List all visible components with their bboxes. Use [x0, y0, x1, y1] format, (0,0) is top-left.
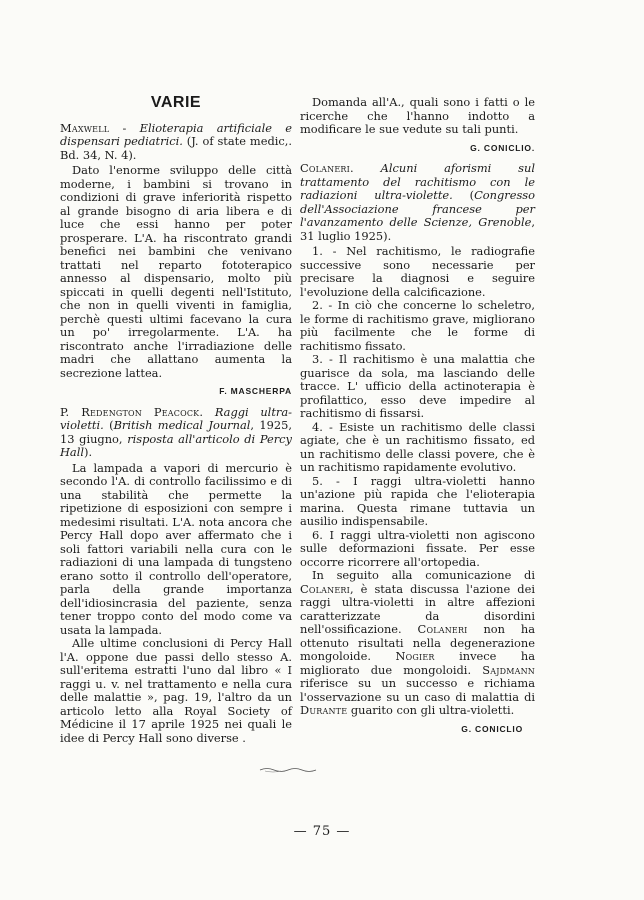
section-title: VARIE [150, 94, 202, 111]
review-body: Dato l'enorme sviluppo delle città moderne, i bambini si trovano in condizioni di grave inferiorità rispetto al grande bisogno di aria libera e di luce che essi hanno per poter prosperare. L'A. ha riscontrato grandi benefici nei bambini che venivano trattati nel reparto fototerapico annesso al dispensario, molto più spiccati in quelli degenti nell'Istituto, che non in quelli viventi in famiglia, perchè questi ultimi facevano la cura un po' irregolarmente. L'A. ha riscontrato anche l'irradiazione delle madri che allattano aumenta la secrezione lattea. [60, 163, 292, 380]
aphorism-item: 1. - Nel rachitismo, le radiografie successive sono necessarie per precisare la diagnosi e seguire l'evoluzione della calcificazione. [300, 244, 535, 299]
review-title: Raggi ultra-violetti. [60, 404, 292, 432]
closing-name: Nogier [395, 649, 435, 663]
closing-text: guarito con gli ultra-violetti. [347, 703, 515, 717]
closing-name: Durante [300, 703, 348, 717]
review-source-close: ). [84, 445, 93, 459]
review-response-note: risposta all'articolo di Percy Hall [60, 431, 292, 459]
review-peacock [60, 406, 292, 746]
review-author: Maxwell [60, 120, 110, 135]
review-body: La lampada a vapori di mercurio è secondo l'A. di controllo facilissimo e di una stabilità che permette la ripetizione di esposizioni con sempre i medesimi risultati. L'A. nota ancora che Percy Hall dopo aver affermato che i soli fattori variabili nella cura con le radiazioni di una lampada di tungsteno erano sotto il controllo dell'operatore, parla della grande importanza dell'idiosincrasia del paziente, senza tener troppo conto del modo come va usata la lampada. [60, 460, 292, 637]
review-source-open: ( [452, 188, 475, 202]
review-signature: G. CONICLIO [461, 723, 523, 734]
review-author: P. Redengton Peacock. [60, 404, 204, 419]
review-body: Alle ultime conclusioni di Percy Hall l'A. oppone due passi dello stesso A. sull'eritema estratti l'uno dal libro « I raggi u. v. nel trattamento e nella cura delle malattie », pag. 19, l'altro da un articolo letto alla Royal Society of Médicine il 17 aprile 1925 nei quali le idee di Percy Hall sono diverse . [60, 636, 292, 745]
review-colaneri [300, 162, 535, 718]
review-journal: British medical Journal [113, 418, 251, 432]
aphorism-item: 5. - I raggi ultra-violetti hanno un'azione più rapida che l'elioterapia marina. Questa rimane tuttavia un ausilio indispensabile. [300, 473, 535, 528]
closing-text: riferisce su un successo e richiama l'osservazione su un caso di malattia di [300, 676, 535, 704]
review-header [60, 122, 292, 163]
closing-text: non ha ottenuto risultati nella degenerazione mongoloide. [300, 622, 535, 663]
review-separator: - [109, 120, 140, 135]
ornament-divider [259, 766, 317, 774]
closing-name: Sajdmann [482, 662, 535, 677]
aphorism-item: 4. - Esiste un rachitismo delle classi agiate, che è un rachitismo fissato, ed un rachitismo delle classi povere, che è un rachitismo rapidamente evolutivo. [300, 419, 535, 474]
page-number: — 75 — [293, 824, 351, 839]
closing-text: , è stata discussa l'azione dei raggi ultra-violetti in altre affezioni caratterizzate da disordini nell'ossificazione. [300, 581, 535, 636]
review-body-continued: Domanda all'A., quali sono i fatti o le ricerche che l'hanno indotto a modificare le sue vedute su tali punti. [300, 95, 535, 136]
right-column [300, 96, 535, 743]
closing-text: In seguito alla comunicazione di [312, 568, 535, 582]
review-author: Colaneri. [300, 161, 354, 175]
review-signature: F. MASCHERPA [219, 386, 292, 396]
review-source-date: , 31 luglio 1925). [300, 215, 535, 243]
closing-name: Colaneri [417, 622, 468, 636]
review-signature: G. CONICLIO. [470, 142, 535, 153]
aphorism-item: 2. - In ciò che concerne lo scheletro, le forme di rachitismo grave, migliorano più facilmente che le forme di rachitismo fissato. [300, 298, 535, 353]
review-title: Alcuni aforismi sul trattamento del rachitismo con le radiazioni ultra-violette. [300, 161, 536, 202]
aphorism-item: 3. - Il rachitismo è una malattia che guarisce da sola, ma lasciando delle tracce. L' ufficio della actinoterapia è profilattico, esso deve impedire al rachitismo di fissarsi. [300, 352, 535, 420]
review-source: (J. of state medic,. Bd. 34, N. 4). [60, 134, 293, 162]
review-maxwell [60, 122, 292, 399]
review-closing-paragraph [300, 569, 535, 718]
review-source-open: ( [103, 418, 114, 432]
aphorism-item: 6. I raggi ultra-violetti non agiscono sulle deformazioni fissate. Per esse occorre ricorrere all'ortopedia. [300, 527, 535, 569]
review-title: Elioterapia artificiale e dispensari pediatrici. [60, 120, 292, 148]
left-column [60, 96, 292, 745]
review-header [60, 406, 292, 460]
closing-text: invece ha migliorato due mongoloidi. [300, 649, 535, 677]
review-source-date: , 1925, 13 giugno, [60, 418, 292, 446]
review-header [300, 162, 535, 243]
review-congress: Congresso dell'Associazione francese per l'avanzamento delle Scienze, Grenoble [300, 188, 535, 229]
closing-name: Colaneri [300, 581, 350, 596]
